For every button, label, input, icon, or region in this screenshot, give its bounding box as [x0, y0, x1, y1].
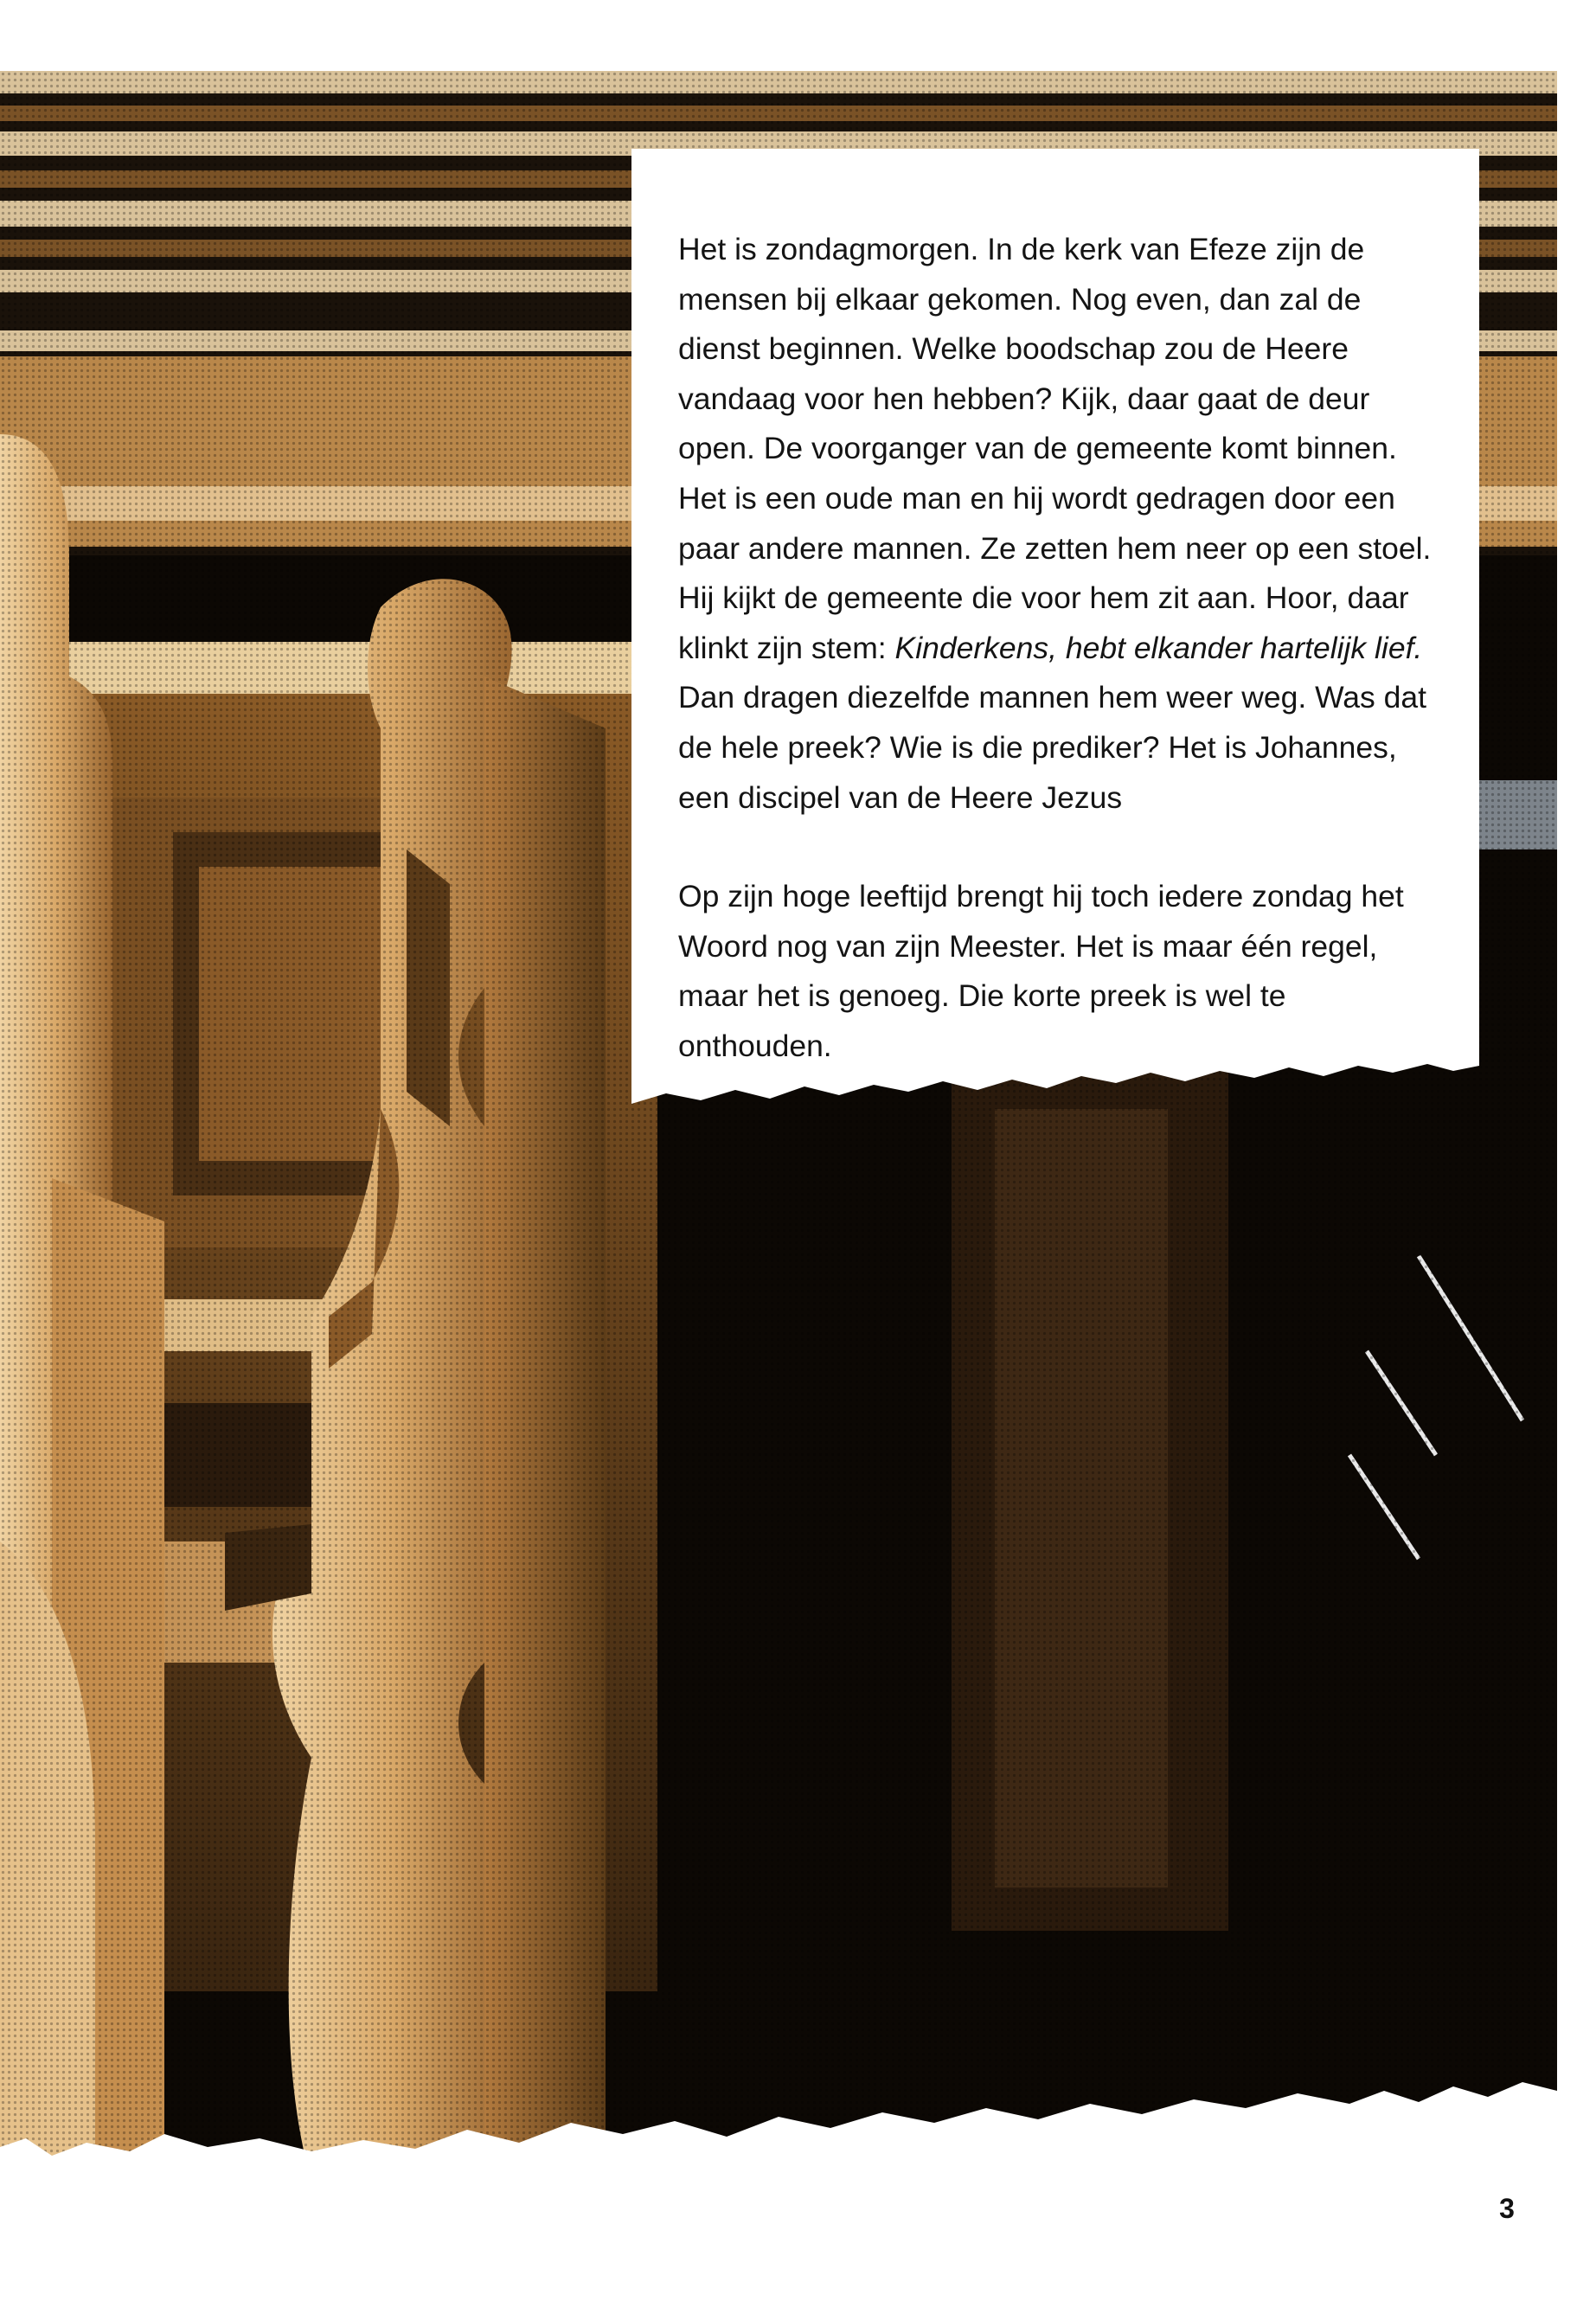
paragraph-outro: Dan dragen diezelfde mannen hem weer weg. Was dat de hele preek? Wie is die prediker? Het is Johannes, een discipel van de Heere Jezus	[678, 680, 1426, 815]
story-paragraph	[678, 225, 1439, 823]
story-text	[678, 225, 1439, 1072]
story-card	[631, 149, 1479, 1118]
paragraph-intro: Het is zondagmorgen. In de kerk van Efeze zijn de mensen bij elkaar gekomen. Nog even, dan zal de dienst beginnen. Welke boodschap zou de Heere vandaag voor hen hebben? Kijk, daar gaat de deur open. De voorganger van de gemeente komt binnen. Het is een oude man en hij wordt gedragen door een paar andere mannen. Ze zetten hem neer op een stoel. Hij kijkt de gemeente die voor hem zit aan. Hoor, daar klinkt zijn stem:	[678, 232, 1432, 665]
story-paragraph: Op zijn hoge leeftijd brengt hij toch iedere zondag het Woord nog van zijn Meester. Het is maar één regel, maar het is genoeg. Die korte preek is wel te onthouden.	[678, 879, 1404, 1063]
quote-text: Kinderkens, hebt elkander hartelijk lief.	[894, 630, 1423, 665]
page-number: 3	[1499, 2193, 1515, 2224]
